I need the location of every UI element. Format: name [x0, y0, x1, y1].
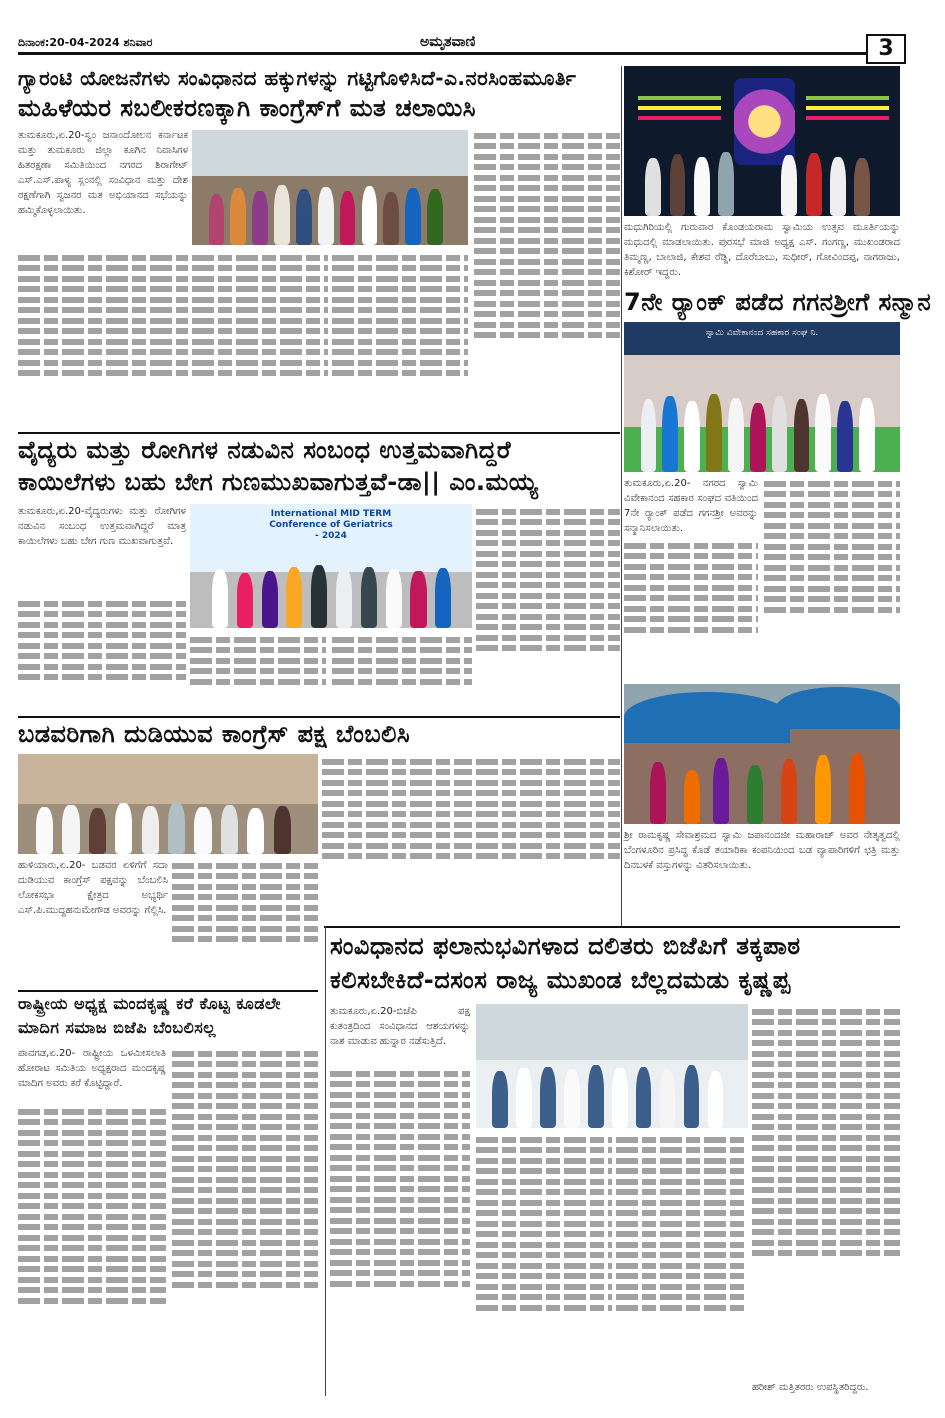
- story7-headline-line2: ಮಾದಿಗ ಸಮಾಜ ಬಿಜೆಪಿ ಬೆಂಬಲಿಸಲ್ಲ: [18, 1018, 217, 1037]
- story8-headline-line1: ಸಂವಿಧಾನದ ಫಲಾನುಭವಿಗಳಾದ ದಲಿತರು ಬಿಜೆಪಿಗೆ ತಕ್ಕಪಾಠ: [330, 932, 801, 960]
- column-rule: [621, 66, 622, 926]
- page-number: 3: [866, 34, 906, 64]
- story6-col4: [476, 754, 620, 918]
- issue-date: ದಿನಾಂಕ:20-04-2024 ಶನಿವಾರ: [18, 36, 153, 49]
- story1-col3: [332, 250, 468, 430]
- story8-col1: [330, 1066, 470, 1394]
- story6-photo: [18, 754, 318, 854]
- section-rule: [18, 716, 620, 718]
- story8-headline-line2: ಕಲಿಸಬೇಕಿದೆ-ದಸಂಸ ರಾಜ್ಯ ಮುಖಂಡ ಬೆಲ್ಲದಮಡು ಕೃಷ್ಣಪ್ಪ: [330, 966, 791, 994]
- story5-caption: ಶ್ರೀ ರಾಮಕೃಷ್ಣ ಸೇವಾಶ್ರಮದ ಸ್ವಾಮಿ ಜಪಾನಂದಜೀ ಮಹಾರಾಜ್ ಅವರ ನೇತೃತ್ವದಲ್ಲಿ ಬೆಂಗಳೂರಿನ ಪ್ರಸಿದ್ಧ ಕೊಡೆ ತಯಾರಿಕಾ ಕಂಪನಿಯಿಂದ ಬಡ ವ್ಯಾಪಾರಿಗಳಿಗೆ ಛತ್ರಿ ಮತ್ತು ದಿನಬಳಕೆ ವಸ್ತುಗಳನ್ನು ವಿತರಿಸಲಾಯಿತು.: [624, 830, 900, 871]
- story1-col2: [192, 250, 328, 430]
- story3-lede: ತುಮಕೂರು,ಏ.20- ನಗರದ ಸ್ವಾಮಿ ವಿವೇಕಾನಂದ ಸಹಕಾರ ಸಂಘದ ವತಿಯಿಂದ 7ನೇ ರ್‍ಯಾಂಕ್ ಪಡೆದ ಗಗನಶ್ರೀ ಅವರನ್ನು ಸನ್ಮಾನಿಸಲಾಯಿತು.: [624, 478, 758, 534]
- column-rule: [325, 926, 326, 1396]
- story3-banner: ಸ್ವಾಮಿ ವಿವೇಕಾನಂದ ಸಹಕಾರ ಸಂಘ ನಿ.: [705, 328, 819, 338]
- story4-headline-line1: ವೈದ್ಯರು ಮತ್ತು ರೋಗಿಗಳ ನಡುವಿನ ಸಂಬಂಧ ಉತ್ತಮವಾಗಿದ್ದರೆ: [18, 436, 512, 464]
- story8-col3: [616, 1132, 748, 1394]
- story3-col2: [764, 476, 900, 680]
- story4-lede: ತುಮಕೂರು,ಏ.20-ವೈದ್ಯರುಗಳು ಮತ್ತು ರೋಗಿಗಳ ನಡುವಿನ ಸಂಬಂಧ ಉತ್ತಮವಾಗಿದ್ದರೆ ಮಾತ್ರ ಕಾಯಿಲೆಗಳು ಬಹು ಬೇಗ ಗುಣ ಮುಖವಾಗುತ್ತವೆ.: [18, 506, 186, 547]
- section-rule: [18, 990, 318, 992]
- story4-col4: [476, 504, 620, 716]
- story4-col2: [190, 632, 326, 716]
- story4-headline-line2: ಕಾಯಿಲೆಗಳು ಬಹು ಬೇಗ ಗುಣಮುಖವಾಗುತ್ತವೆ-ಡಾ|| ಎಂ.ಮಯ್ಯ: [18, 468, 539, 496]
- story3-col1: [624, 538, 758, 680]
- story3-photo: [624, 322, 900, 472]
- paper-name: ಅಮೃತವಾಣಿ: [420, 34, 476, 50]
- story8-col2: [476, 1132, 612, 1394]
- story4-col1: [18, 596, 186, 716]
- section-rule: [324, 926, 900, 928]
- story4-photo: [190, 504, 472, 628]
- story6-lede: ಹುಳಿಯಾರು,ಏ.20- ಬಡವರ ಏಳಿಗೆಗೆ ಸದಾ ದುಡಿಯುವ ಕಾಂಗ್ರೆಸ್ ಪಕ್ಷವನ್ನು ಬೆಂಬಲಿಸಿ ಲೋಕಸಭಾ ಕ್ಷೇತ್ರದ ಅಭ್ಯರ್ಥಿ ಎಸ್.ಪಿ.ಮುದ್ದಹನುಮೇಗೌಡ ಅವರನ್ನು ಗೆಲ್ಲಿಸಿ.: [18, 860, 168, 916]
- story6-col3: [322, 754, 472, 918]
- story4-banner: International MID TERM Conference of Geriatrics - 2024: [269, 508, 393, 541]
- story1-col4: [474, 128, 620, 430]
- story8-lede: ತುಮಕೂರು,ಏ.20-ಬಿಜೆಪಿ ಪಕ್ಷ ಕುತಂತ್ರದಿಂದ ಸಂವಿಧಾನದ ಆಶಯಗಳನ್ನು ನಾಶ ಮಾಡುವ ಹುನ್ನಾರ ನಡೆಸುತ್ತಿದೆ.: [330, 1006, 470, 1047]
- story4-col3: [332, 632, 472, 716]
- masthead-rule: [18, 52, 868, 55]
- story5-photo: [624, 684, 900, 824]
- story8-photo: [476, 1004, 748, 1128]
- story3-headline: 7ನೇ ರ್‍ಯಾಂಕ್ ಪಡೆದ ಗಗನಶ್ರೀಗೆ ಸನ್ಮಾನ: [624, 288, 932, 316]
- story1-lede: ತುಮಕೂರು,ಏ.20-ಸ್ವಂ ಜನಾಂದೋಲನ ಕರ್ನಾಟಕ ಮತ್ತು ತುಮಕೂರು ಜಿಲ್ಲಾ ಕೂಗಿನ ನಿವಾಸಿಗಳ ಹಿತರಕ್ಷಣಾ ಸಮಿತಿಯಿಂದ ನಗರದ ಶಿರಾಗೇಟ್ ಎಸ್.ಎಸ್.ಪಾಳ್ಯ ಸ್ಲಂನಲ್ಲಿ ಸಂವಿಧಾನ ಮತ್ತು ದೇಶ ರಕ್ಷಣೆಗಾಗಿ ಸ್ವಜನರ ಮತ ಅಭಿಯಾನದ ಸಭೆಯನ್ನು ಹಮ್ಮಿಕೊಳ್ಳಲಾಯಿತು.: [18, 130, 188, 216]
- story1-headline: ಮಹಿಳೆಯರ ಸಬಲೀಕರಣಕ್ಕಾಗಿ ಕಾಂಗ್ರೆಸ್‌ಗೆ ಮತ ಚಲಾಯಿಸಿ: [18, 94, 477, 122]
- story2-photo: [624, 66, 900, 216]
- story1-kicker: ಗ್ಯಾರಂಟಿ ಯೋಜನೆಗಳು ಸಂವಿಧಾನದ ಹಕ್ಕುಗಳನ್ನು ಗಟ್ಟಿಗೊಳಿಸಿದೆ-ಎ.ನರಸಿಂಹಮೂರ್ತಿ: [18, 66, 577, 90]
- story7-col2: [172, 1046, 318, 1394]
- story1-col1: [18, 250, 188, 430]
- masthead: [0, 0, 945, 64]
- story7-col1: [18, 1104, 166, 1394]
- story7-headline-line1: ರಾಷ್ಟ್ರೀಯ ಅಧ್ಯಕ್ಷ ಮಂದಕೃಷ್ಣ ಕರೆ ಕೊಟ್ಟ ಕೂಡಲೇ: [18, 994, 281, 1013]
- story6-col2: [172, 858, 318, 988]
- story2-caption: ಮಧುಗಿರಿಯಲ್ಲಿ ಗುರುವಾರ ಕೊಂಡಯರಾಮ ಸ್ವಾಮಿಯ ಉತ್ಸವ ಮೂರ್ತಿಯನ್ನು ಮಧುದಲ್ಲಿ ಮಾಡಲಾಯಿತು. ಪುರಸಭೆ ಮಾಜಿ ಅಧ್ಯಕ್ಷ ಎಸ್. ಗಂಗಣ್ಣ, ಮುಖಂಡರಾದ ತಿಮ್ಮಣ್ಣ, ಬಾಲಾಜಿ, ಕೇಶವ ರೆಡ್ಡಿ, ದೊರೆಬಾಬು, ಸುಧೀರ್, ಗೋವಿಂದಪ್ಪ, ನಾಗರಾಜು, ಕಿಶೋರ್ ಇದ್ದರು.: [624, 222, 900, 278]
- story8-col4: [752, 1004, 900, 1378]
- story8-end: ಹರೀಶ್ ಮತ್ತಿತರರು ಉಪಸ್ಥಿತರಿದ್ದರು.: [752, 1382, 869, 1393]
- section-rule: [18, 432, 620, 434]
- story1-photo: [192, 130, 468, 245]
- story7-lede: ಪಾವಗಡ,ಏ.20- ರಾಷ್ಟ್ರೀಯ ಒಳಮೀಸಲಾತಿ ಹೋರಾಟ ಸಮಿತಿಯ ಅಧ್ಯಕ್ಷರಾದ ಮಂದಕೃಷ್ಣ ಮಾದಿಗ ಅವರು ಕರೆ ಕೊಟ್ಟಿದ್ದಾರೆ.: [18, 1048, 166, 1089]
- story6-headline: ಬಡವರಿಗಾಗಿ ದುಡಿಯುವ ಕಾಂಗ್ರೆಸ್ ಪಕ್ಷ ಬೆಂಬಲಿಸಿ: [18, 720, 411, 748]
